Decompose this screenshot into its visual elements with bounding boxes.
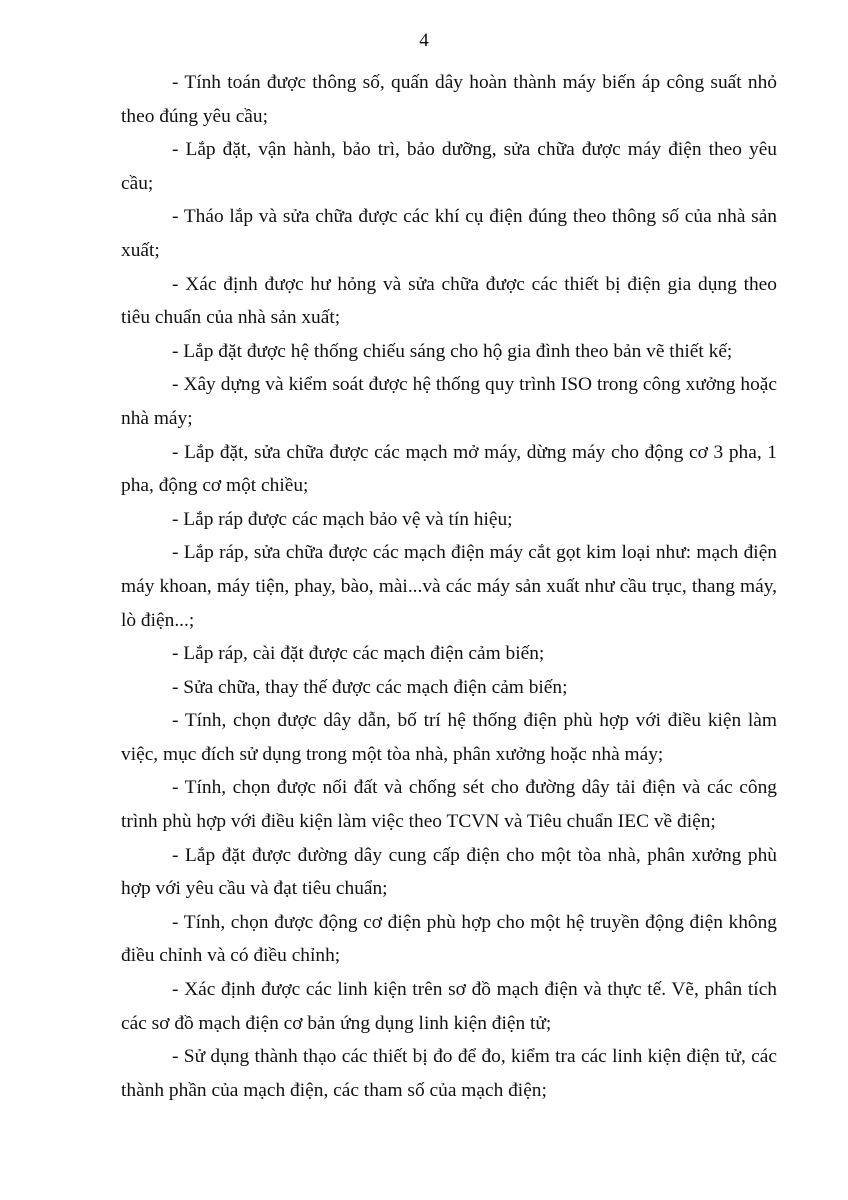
paragraph-electric-machine-maintenance: - Lắp đặt, vận hành, bảo trì, bảo dưỡng, sửa chữa được máy điện theo yêu cầu; (121, 139, 777, 194)
paragraph-motor-start-stop-circuits: - Lắp đặt, sửa chữa được các mạch mở máy, dừng máy cho động cơ 3 pha, 1 pha, động cơ một chiều; (121, 441, 777, 497)
paragraph-lighting-installation: - Lắp đặt được hệ thống chiếu sáng cho hộ gia đình theo bản vẽ thiết kế; (172, 340, 733, 362)
document-body (121, 66, 777, 1107)
paragraph-iso-process: - Xây dựng và kiểm soát được hệ thống quy trình ISO trong công xưởng hoặc nhà máy; (121, 374, 777, 429)
page-number: 4 (419, 30, 429, 51)
paragraph-sensor-installation: - Lắp ráp, cài đặt được các mạch điện cảm biến; (172, 643, 545, 665)
paragraph-power-supply-lines: - Lắp đặt được đường dây cung cấp điện cho một tòa nhà, phân xưởng phù hợp với yêu cầu và đạt tiêu chuẩn; (121, 844, 777, 900)
paragraph-switchgear-repair: - Tháo lắp và sửa chữa được các khí cụ điện đúng theo thông số của nhà sản xuất; (121, 206, 777, 261)
paragraph-measuring-instruments: - Sử dụng thành thạo các thiết bị đo để đo, kiểm tra các linh kiện điện tử, các thành phần của mạch điện, các tham số của mạch điện; (121, 1046, 777, 1101)
paragraph-transformer-winding: - Tính toán được thông số, quấn dây hoàn thành máy biến áp công suất nhỏ theo đúng yêu cầu; (121, 72, 777, 127)
paragraph-household-appliance-repair: - Xác định được hư hỏng và sửa chữa được các thiết bị điện gia dụng theo tiêu chuẩn của nhà sản xuất; (121, 273, 777, 329)
paragraph-grounding-lightning: - Tính, chọn được nối đất và chống sét cho đường dây tải điện và các công trình phù hợp với điều kiện làm việc theo TCVN và Tiêu chuẩn IEC về điện; (121, 777, 777, 833)
paragraph-electronic-components: - Xác định được các linh kiện trên sơ đồ mạch điện và thực tế. Vẽ, phân tích các sơ đồ mạch điện cơ bản ứng dụng linh kiện điện tử; (121, 979, 777, 1034)
paragraph-sensor-repair: - Sửa chữa, thay thế được các mạch điện cảm biến; (172, 676, 568, 698)
paragraph-protection-signal-circuits: - Lắp ráp được các mạch bảo vệ và tín hiệu; (172, 508, 513, 530)
paragraph-motor-selection: - Tính, chọn được động cơ điện phù hợp cho một hệ truyền động điện không điều chỉnh và có điều chỉnh; (121, 911, 777, 967)
paragraph-wiring-selection: - Tính, chọn được dây dẫn, bố trí hệ thống điện phù hợp với điều kiện làm việc, mục đích sử dụng trong một tòa nhà, phân xưởng hoặc nhà máy; (121, 710, 777, 765)
paragraph-machine-tool-circuits: - Lắp ráp, sửa chữa được các mạch điện máy cắt gọt kim loại như: mạch điện máy khoan, máy tiện, phay, bào, mài...và các máy sản xuất như cầu trục, thang máy, lò điện...; (121, 542, 777, 631)
